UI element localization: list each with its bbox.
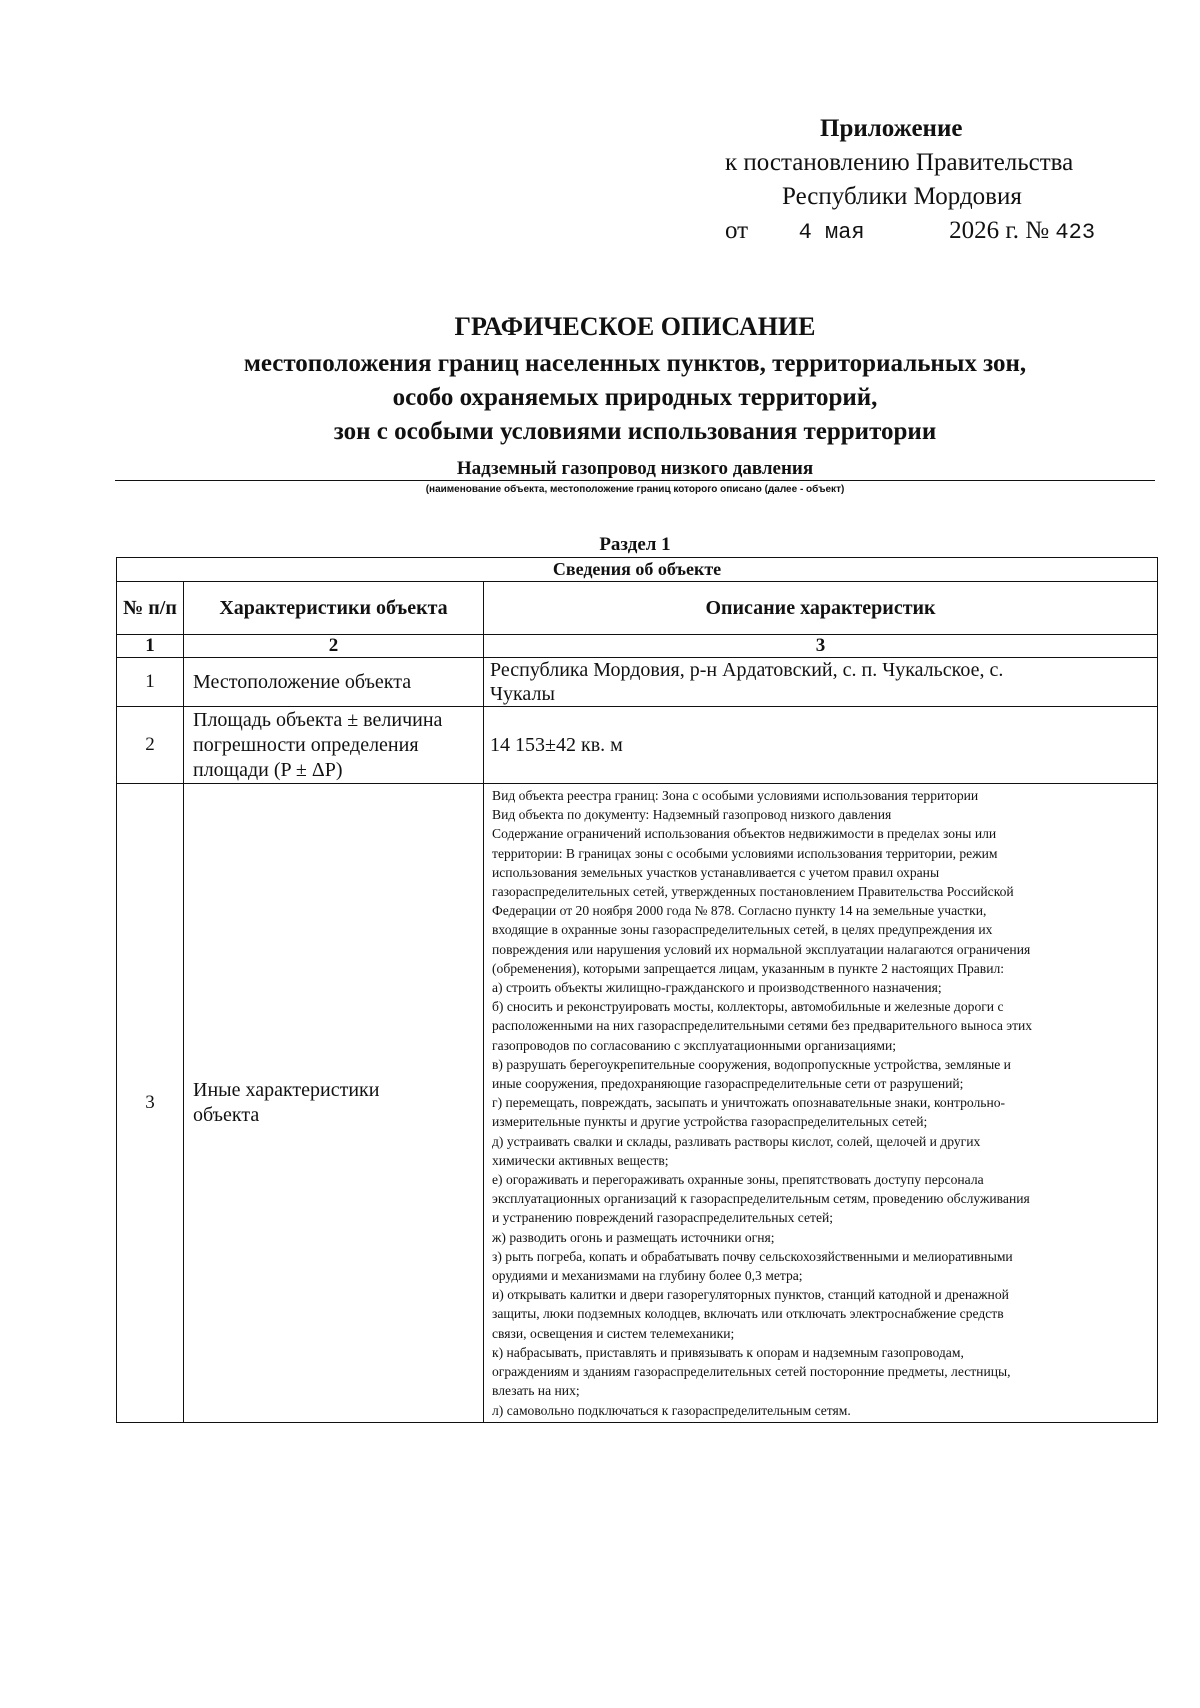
row-characteristic: Иные характеристики объекта bbox=[184, 784, 484, 1423]
description-line: е) огораживать и перегораживать охранные зоны, препятствовать доступу персонала bbox=[492, 1172, 984, 1188]
row-description-restrictions bbox=[484, 784, 1158, 1423]
description-line: з) рыть погреба, копать и обрабатывать почву сельскохозяйственными и мелиоративными bbox=[492, 1248, 1013, 1264]
document-subtitle-3: зон с особыми условиями использования территории bbox=[333, 418, 937, 445]
document-subtitle-2: особо охраняемых природных территорий, bbox=[392, 384, 878, 411]
description-line: г) перемещать, повреждать, засыпать и уничтожать опознавательные знаки, контрольно- bbox=[492, 1095, 1006, 1111]
description-line: газораспределительных сетей, утвержденных постановлением Правительства Российской bbox=[492, 884, 1014, 900]
date-year: 2026 г. № bbox=[949, 217, 1050, 244]
description-line: ограждениям и зданиям газораспределительных сетей посторонние предметы, лестницы, bbox=[492, 1364, 1011, 1380]
description-line: расположенными на них газораспределительными сетями без предварительного выноса этих bbox=[492, 1018, 1033, 1034]
description-line: л) самовольно подключаться к газораспределительным сетям. bbox=[492, 1402, 851, 1418]
description-line: защиты, люки подземных колодцев, включать или отключать электроснабжение средств bbox=[492, 1306, 1004, 1322]
document-title: ГРАФИЧЕСКОЕ ОПИСАНИЕ bbox=[454, 312, 816, 341]
description-line: в) разрушать берегоукрепительные сооружения, водопропускные устройства, земляные и bbox=[492, 1056, 1011, 1072]
description-line: к) набрасывать, приставлять и привязывать к опорам и надземным газопроводам, bbox=[492, 1344, 964, 1360]
header-description: Описание характеристик bbox=[484, 582, 1158, 635]
description-line: эксплуатационных организаций к газораспределительным сетям, проведению обслуживания bbox=[492, 1191, 1030, 1207]
appendix-date-line bbox=[725, 217, 1095, 245]
description-line: и) открывать калитки и двери газорегуляторных пунктов, станций катодной и дренажной bbox=[492, 1287, 1009, 1303]
column-numbers-row bbox=[117, 635, 1158, 658]
description-line: газопроводов по согласованию с эксплуатационными организациями; bbox=[492, 1037, 897, 1053]
table-row bbox=[117, 658, 1158, 707]
description-line: д) устраивать свалки и склады, разливать растворы кислот, солей, щелочей и других bbox=[492, 1133, 981, 1149]
description-line: Вид объекта реестра границ: Зона с особыми условиями использования территории bbox=[492, 788, 979, 803]
row-characteristic: Площадь объекта ± величина погрешности определения площади (P ± ΔP) bbox=[184, 707, 484, 784]
description-line: (обременения), которыми запрещается лицам, указанным в пункте 2 настоящих Правил: bbox=[492, 960, 1005, 976]
description-line: ж) разводить огонь и размещать источники огня; bbox=[492, 1229, 775, 1245]
description-line: орудиями и механизмами на глубину более 0,3 метра; bbox=[492, 1268, 803, 1284]
appendix-title: Приложение bbox=[820, 115, 963, 142]
row-characteristic: Местоположение объекта bbox=[184, 658, 484, 707]
description-line: связи, освещения и систем телемеханики; bbox=[492, 1325, 735, 1341]
description-line: Вид объекта по документу: Надземный газопровод низкого давления bbox=[492, 807, 892, 823]
appendix-line-2: Республики Мордовия bbox=[782, 183, 1022, 210]
column-number: 3 bbox=[484, 635, 1158, 658]
date-day-month: 4 мая bbox=[798, 220, 865, 245]
description-line: химически активных веществ; bbox=[492, 1152, 669, 1168]
table-title: Сведения об объекте bbox=[117, 558, 1158, 582]
section-label: Раздел 1 bbox=[599, 534, 671, 555]
row-number: 1 bbox=[117, 658, 184, 707]
description-line: входящие в охранные зоны газораспределительных сетей, в целях предупреждения их bbox=[492, 922, 993, 938]
object-name-underline bbox=[115, 480, 1155, 481]
description-line: б) сносить и реконструировать мосты, коллекторы, автомобильные и железные дороги с bbox=[492, 999, 1004, 1015]
description-line: измерительные пункты и другие устройства газораспределительных сетей; bbox=[492, 1114, 928, 1130]
row-description: Республика Мордовия, р-н Ардатовский, с. п. Чукальское, с. Чукалы bbox=[484, 658, 1158, 707]
document-number: 423 bbox=[1055, 220, 1096, 245]
description-line: иные сооружения, предохраняющие газораспределительные сети от разрушений; bbox=[492, 1076, 964, 1092]
description-line: использования земельных участков устанавливается с учетом правил охраны bbox=[492, 864, 940, 880]
object-info-table bbox=[116, 557, 1158, 1423]
object-name: Надземный газопровод низкого давления bbox=[456, 458, 814, 479]
description-line: повреждения или нарушения условий их нормальной эксплуатации налагаются ограничения bbox=[492, 941, 1031, 957]
appendix-line-1: к постановлению Правительства bbox=[725, 149, 1074, 176]
table-row bbox=[117, 707, 1158, 784]
row-number: 3 bbox=[117, 784, 184, 1423]
table-row bbox=[117, 784, 1158, 1423]
object-name-caption: (наименование объекта, местоположение границ которого описано (далее - объект) bbox=[425, 484, 845, 495]
description-line: Содержание ограничений использования объектов недвижимости в пределах зоны или bbox=[492, 826, 997, 842]
description-line: а) строить объекты жилищно-гражданского и производственного назначения; bbox=[492, 980, 942, 996]
column-number: 1 bbox=[117, 635, 184, 658]
header-num: № п/п bbox=[117, 582, 184, 635]
description-line: Федерации от 20 ноября 2000 года № 878. Согласно пункту 14 на земельные участки, bbox=[492, 903, 987, 919]
description-line: влезать на них; bbox=[492, 1383, 580, 1399]
row-description: 14 153±42 кв. м bbox=[484, 707, 1158, 784]
date-prefix: от bbox=[725, 217, 749, 244]
header-characteristics: Характеристики объекта bbox=[184, 582, 484, 635]
description-line: территории: В границах зоны с особыми условиями использования территории, режим bbox=[492, 845, 998, 861]
description-line: и устранению повреждений газораспределительных сетей; bbox=[492, 1210, 834, 1226]
document-subtitle-1: местоположения границ населенных пунктов, территориальных зон, bbox=[243, 350, 1027, 377]
column-number: 2 bbox=[184, 635, 484, 658]
row-number: 2 bbox=[117, 707, 184, 784]
